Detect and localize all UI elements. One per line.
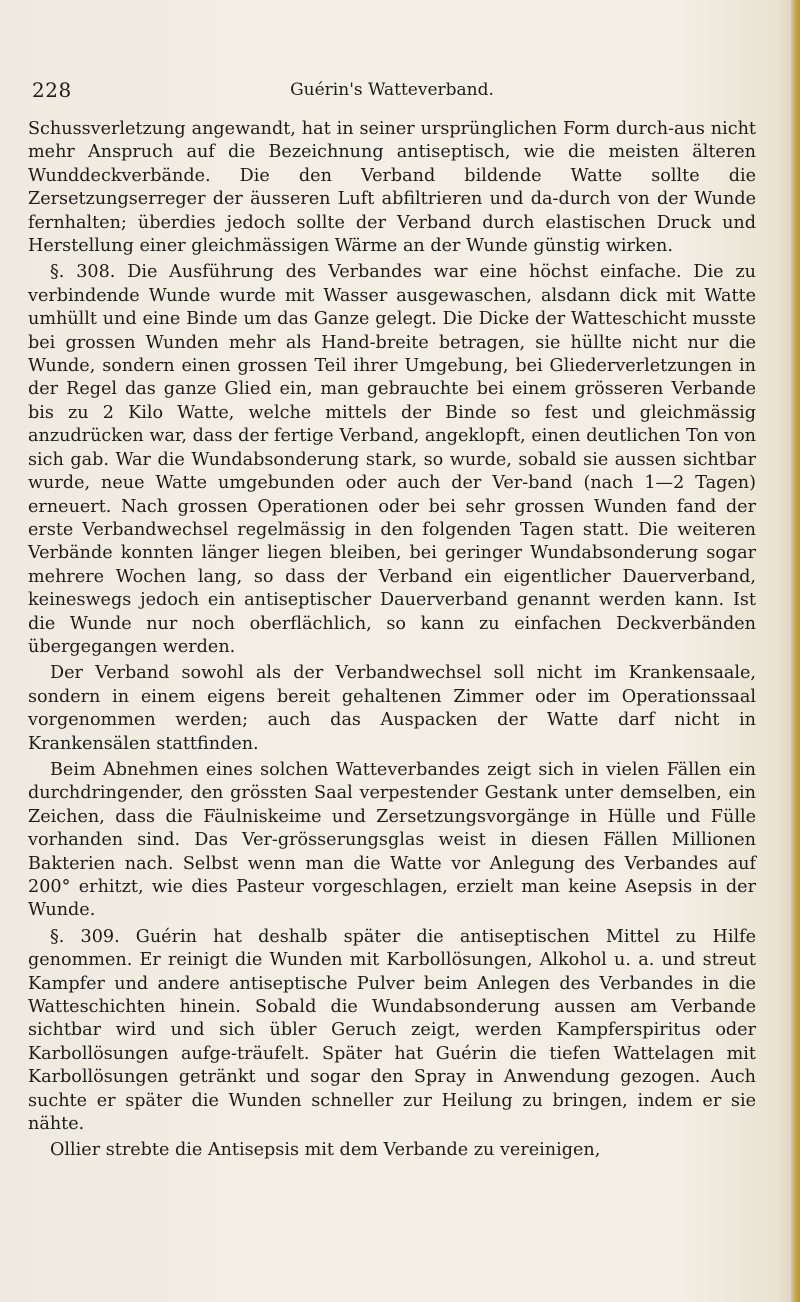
paragraph-section-309: §. 309. Guérin hat deshalb später die antiseptischen Mittel zu Hilfe genommen. Er reinigt die Wunden mit Karbollösungen, Alkohol u. a. und streut Kampfer und andere antiseptische Pulver beim Anlegen des Verbandes in die Watteschichten hinein. Sobald die Wundabsonderung aussen am Verbande sichtbar wird und sich übler Geruch zeigt, werden Kampferspiritus oder Karbollösungen aufge-träufelt. Später hat Guérin die tiefen Wattelagen mit Karbollösungen getränkt und sogar den Spray in Anwendung gezogen. Auch suchte er später die Wunden schneller zur Heilung zu bringen, indem er sie nähte. (28, 926, 756, 1135)
running-title: Guérin's Watteverband. (290, 80, 494, 100)
paragraph-ollier: Ollier strebte die Antisepsis mit dem Verbande zu vereinigen, (50, 1140, 601, 1161)
page-gilt-edge (791, 0, 800, 1302)
paragraph-verbandwechsel: Der Verband sowohl als der Verbandwechsel soll nicht im Krankensaale, sondern in einem eigens bereit gehaltenen Zimmer oder im Operationssaal vorgenommen werden; auch das Auspacken der Watte darf nicht in Krankensälen stattfinden. (28, 663, 756, 754)
body-text (28, 118, 756, 1163)
paragraph-intro: Schussverletzung angewandt, hat in seiner ursprünglichen Form durch-aus nicht mehr Anspruch auf die Bezeichnung antiseptisch, wie die meisten älteren Wunddeckverbände. Die den Verband bildende Watte sollte die Zersetzungserreger der äusseren Luft abfiltrieren und da-durch von der Wunde fernhalten; überdies jedoch sollte der Verband durch elastischen Druck und Herstellung einer gleichmässigen Wärme an der Wunde günstig wirken. (28, 119, 756, 257)
page-header (32, 78, 752, 106)
paragraph-section-308: §. 308. Die Ausführung des Verbandes war eine höchst einfache. Die zu verbindende Wunde wurde mit Wasser ausgewaschen, alsdann dick mit Watte umhüllt und eine Binde um das Ganze gelegt. Die Dicke der Watteschicht musste bei grossen Wunden mehr als Hand-breite betragen, sie hüllte nicht nur die Wunde, sondern einen grossen Teil ihrer Umgebung, bei Gliederverletzungen in der Regel das ganze Glied ein, man gebrauchte bei einem grösseren Verbande bis zu 2 Kilo Watte, welche mittels der Binde so fest und gleichmässig anzudrücken war, dass der fertige Verband, angeklopft, einen deutlichen Ton von sich gab. War die Wundabsonderung stark, so wurde, sobald sie aussen sichtbar wurde, neue Watte umgebunden oder auch der Ver-band (nach 1—2 Tagen) erneuert. Nach grossen Operationen oder bei sehr grossen Wunden fand der erste Verbandwechsel regelmässig in den folgenden Tagen statt. Die weiteren Verbände konnten länger liegen bleiben, bei geringer Wundabsonderung sogar mehrere Wochen lang, so dass der Verband ein eigentlicher Dauerverband, keineswegs jedoch ein antiseptischer Dauerverband genannt werden kann. Ist die Wunde nur noch oberflächlich, so kann zu einfachen Deckverbänden übergegangen werden. (28, 262, 756, 657)
page-number: 228 (32, 78, 72, 102)
paragraph-abnehmen: Beim Abnehmen eines solchen Watteverbandes zeigt sich in vielen Fällen ein durchdringender, den grössten Saal verpestender Gestank unter demselben, ein Zeichen, dass die Fäulniskeime und Zersetzungsvorgänge in Hülle und Fülle vorhanden sind. Das Ver-grösserungsglas weist in diesen Fällen Millionen Bakterien nach. Selbst wenn man die Watte vor Anlegung des Verbandes auf 200° erhitzt, wie dies Pasteur vorgeschlagen, erzielt man keine Asepsis in der Wunde. (28, 759, 756, 921)
